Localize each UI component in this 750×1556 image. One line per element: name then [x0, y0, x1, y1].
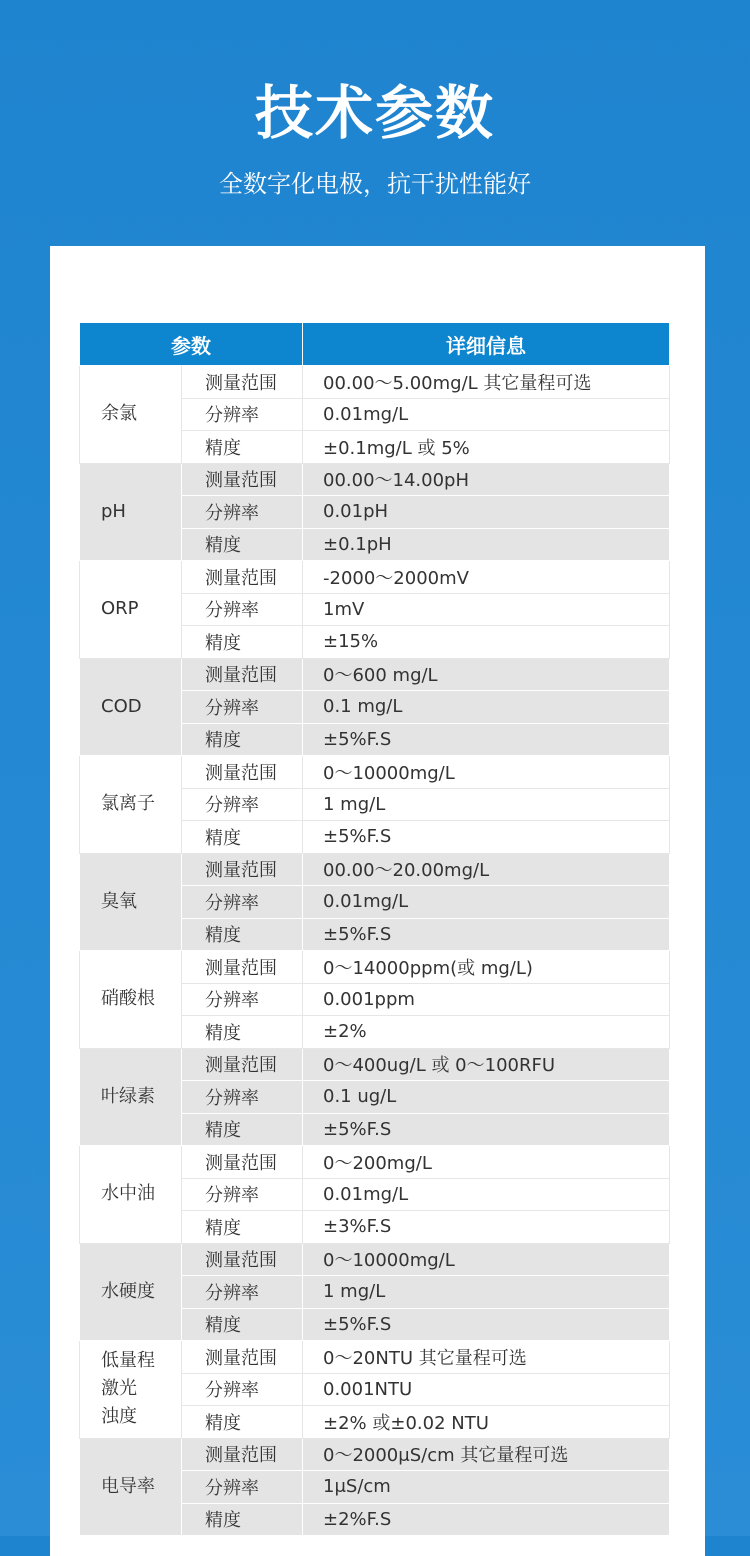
param-value: ±2%F.S — [303, 1503, 670, 1536]
param-value: ±2% — [303, 1016, 670, 1049]
param-value: 0.001ppm — [303, 983, 670, 1016]
param-value: ±5%F.S — [303, 918, 670, 951]
table-row — [80, 463, 670, 496]
sub-param-label: 分辨率 — [182, 788, 303, 821]
param-value: ±15% — [303, 626, 670, 659]
sub-param-label: 分辨率 — [182, 496, 303, 529]
param-value: 0～600 mg/L — [303, 658, 670, 691]
sub-param-label: 分辨率 — [182, 1276, 303, 1309]
param-name: 叶绿素 — [80, 1048, 182, 1146]
param-value: ±0.1mg/L 或 5% — [303, 431, 670, 464]
param-value: 0.01pH — [303, 496, 670, 529]
sub-param-label: 分辨率 — [182, 398, 303, 431]
param-name: 水中油 — [80, 1146, 182, 1244]
spec-table-body — [80, 366, 670, 1536]
param-value: ±0.1pH — [303, 528, 670, 561]
param-value: 0～10000mg/L — [303, 756, 670, 789]
sub-param-label: 测量范围 — [182, 1341, 303, 1374]
sub-param-label: 测量范围 — [182, 1243, 303, 1276]
param-name: ORP — [80, 561, 182, 659]
table-row — [80, 756, 670, 789]
param-value: 1μS/cm — [303, 1471, 670, 1504]
param-name: 水硬度 — [80, 1243, 182, 1341]
param-name: 氯离子 — [80, 756, 182, 854]
sub-param-label: 测量范围 — [182, 463, 303, 496]
param-name: pH — [80, 463, 182, 561]
param-value: 1mV — [303, 593, 670, 626]
param-value: 0.01mg/L — [303, 886, 670, 919]
param-name: 臭氧 — [80, 853, 182, 951]
sub-param-label: 测量范围 — [182, 561, 303, 594]
param-value: 1 mg/L — [303, 1276, 670, 1309]
param-value: 0～10000mg/L — [303, 1243, 670, 1276]
table-row — [80, 658, 670, 691]
sub-param-label: 分辨率 — [182, 1081, 303, 1114]
sub-param-label: 测量范围 — [182, 1146, 303, 1179]
param-value: 0.1 ug/L — [303, 1081, 670, 1114]
sub-param-label: 精度 — [182, 528, 303, 561]
param-value: ±5%F.S — [303, 723, 670, 756]
sub-param-label: 分辨率 — [182, 1471, 303, 1504]
sub-param-label: 精度 — [182, 918, 303, 951]
sub-param-label: 精度 — [182, 1503, 303, 1536]
sub-param-label: 分辨率 — [182, 691, 303, 724]
sub-param-label: 测量范围 — [182, 853, 303, 886]
sub-param-label: 测量范围 — [182, 756, 303, 789]
table-row — [80, 1048, 670, 1081]
sub-param-label: 测量范围 — [182, 951, 303, 984]
header-detail: 详细信息 — [303, 323, 670, 366]
table-row — [80, 561, 670, 594]
param-name: COD — [80, 658, 182, 756]
sub-param-label: 分辨率 — [182, 1373, 303, 1406]
param-name: 余氯 — [80, 366, 182, 464]
sub-param-label: 分辨率 — [182, 886, 303, 919]
table-row — [80, 1243, 670, 1276]
param-value: 0～20NTU 其它量程可选 — [303, 1341, 670, 1374]
table-row — [80, 951, 670, 984]
param-name: 低量程 激光 浊度 — [80, 1341, 182, 1439]
sub-param-label: 精度 — [182, 821, 303, 854]
table-row — [80, 1341, 670, 1374]
table-row — [80, 1438, 670, 1471]
sub-param-label: 精度 — [182, 626, 303, 659]
param-value: 0.001NTU — [303, 1373, 670, 1406]
param-value: 00.00～14.00pH — [303, 463, 670, 496]
param-value: ±5%F.S — [303, 1113, 670, 1146]
param-value: 00.00～20.00mg/L — [303, 853, 670, 886]
spec-table — [79, 322, 670, 1536]
param-value: 0～14000ppm(或 mg/L) — [303, 951, 670, 984]
param-value: -2000～2000mV — [303, 561, 670, 594]
param-value: 0～2000μS/cm 其它量程可选 — [303, 1438, 670, 1471]
sub-param-label: 分辨率 — [182, 593, 303, 626]
sub-param-label: 精度 — [182, 1308, 303, 1341]
sub-param-label: 精度 — [182, 1211, 303, 1244]
sub-param-label: 测量范围 — [182, 1048, 303, 1081]
table-row — [80, 366, 670, 399]
param-value: ±2% 或±0.02 NTU — [303, 1406, 670, 1439]
param-value: 0.1 mg/L — [303, 691, 670, 724]
param-name: 电导率 — [80, 1438, 182, 1536]
param-value: 1 mg/L — [303, 788, 670, 821]
param-value: 0.01mg/L — [303, 1178, 670, 1211]
header-param: 参数 — [80, 323, 303, 366]
param-value: ±5%F.S — [303, 1308, 670, 1341]
param-value: 0～400ug/L 或 0～100RFU — [303, 1048, 670, 1081]
sub-param-label: 测量范围 — [182, 1438, 303, 1471]
param-value: ±3%F.S — [303, 1211, 670, 1244]
param-value: ±5%F.S — [303, 821, 670, 854]
table-row — [80, 853, 670, 886]
sub-param-label: 测量范围 — [182, 366, 303, 399]
sub-param-label: 精度 — [182, 1016, 303, 1049]
sub-param-label: 精度 — [182, 431, 303, 464]
sub-param-label: 精度 — [182, 723, 303, 756]
sub-param-label: 精度 — [182, 1406, 303, 1439]
param-value: 0.01mg/L — [303, 398, 670, 431]
table-row — [80, 1146, 670, 1179]
sub-param-label: 分辨率 — [182, 983, 303, 1016]
sub-param-label: 精度 — [182, 1113, 303, 1146]
page-title: 技术参数 — [254, 79, 495, 147]
page-subtitle: 全数字化电极，抗干扰性能好 — [219, 170, 531, 198]
sub-param-label: 分辨率 — [182, 1178, 303, 1211]
sub-param-label: 测量范围 — [182, 658, 303, 691]
param-name: 硝酸根 — [80, 951, 182, 1049]
param-value: 0～200mg/L — [303, 1146, 670, 1179]
param-value: 00.00～5.00mg/L 其它量程可选 — [303, 366, 670, 399]
